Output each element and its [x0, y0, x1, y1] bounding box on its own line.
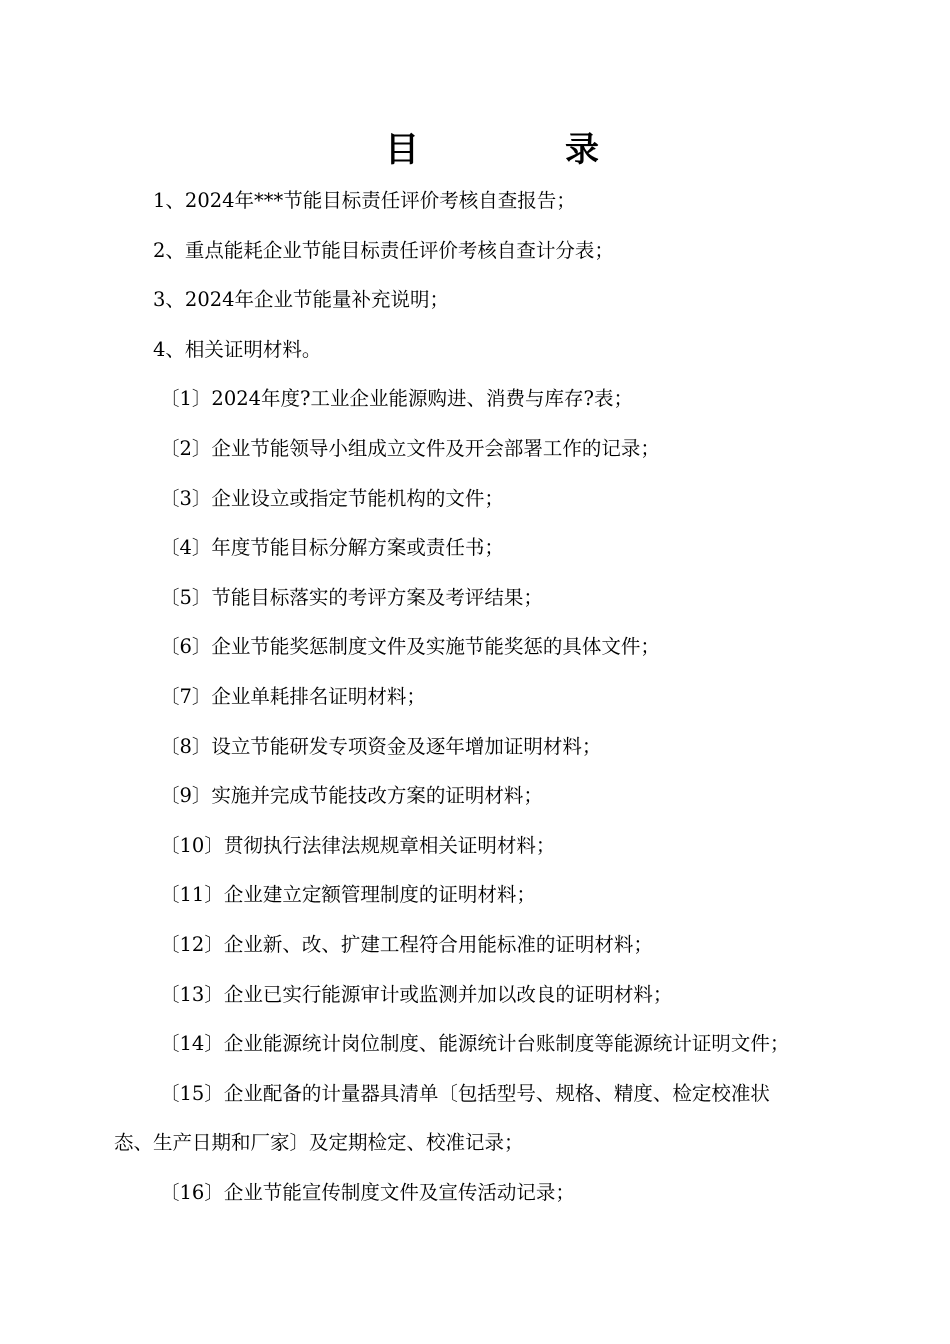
toc-sub-item-14: 〔14〕企业能源统计岗位制度、能源统计台账制度等能源统计证明文件；: [160, 1032, 790, 1056]
toc-sub-item-15: [0, 1073, 950, 1172]
page-title: 目 录: [385, 130, 655, 170]
toc-sub-item-13: 〔13〕企业已实行能源审计或监测并加以改良的证明材料；: [160, 982, 673, 1006]
toc-item-2: 2、重点能耗企业节能目标责任评价考核自查计分表；: [153, 238, 614, 262]
toc-sub-item-11: 〔11〕企业建立定额管理制度的证明材料；: [160, 883, 536, 907]
table-of-contents: [0, 180, 950, 1221]
toc-sub-item-15-line-1: 〔15〕企业配备的计量器具清单〔包括型号、规格、精度、检定校准状: [160, 1081, 770, 1105]
toc-item-3: 3、2024年企业节能量补充说明；: [153, 288, 450, 312]
toc-item-4: 4、相关证明材料。: [153, 337, 322, 361]
toc-sub-item-4: 〔4〕年度节能目标分解方案或责任书；: [160, 536, 504, 560]
toc-sub-item-5: 〔5〕节能目标落实的考评方案及考评结果；: [160, 585, 543, 609]
toc-sub-item-10: 〔10〕贯彻执行法律法规规章相关证明材料；: [160, 833, 556, 857]
toc-sub-item-6: 〔6〕企业节能奖惩制度文件及实施节能奖惩的具体文件；: [160, 635, 660, 659]
toc-sub-item-8: 〔8〕设立节能研发专项资金及逐年增加证明材料；: [160, 734, 602, 758]
toc-sub-item-2: 〔2〕企业节能领导小组成立文件及开会部署工作的记录；: [160, 436, 660, 460]
toc-sub-item-16: 〔16〕企业节能宣传制度文件及宣传活动记录；: [160, 1180, 575, 1204]
toc-item-1: 1、2024年***节能目标责任评价考核自查报告；: [153, 189, 576, 212]
toc-sub-item-3: 〔3〕企业设立或指定节能机构的文件；: [160, 486, 504, 510]
toc-sub-item-15-line-2: 态、生产日期和厂家〕及定期检定、校准记录；: [114, 1131, 524, 1155]
toc-sub-item-9: 〔9〕实施并完成节能技改方案的证明材料；: [160, 784, 543, 808]
toc-sub-item-7: 〔7〕企业单耗排名证明材料；: [160, 684, 426, 708]
toc-sub-item-12: 〔12〕企业新、改、扩建工程符合用能标准的证明材料；: [160, 932, 653, 956]
toc-sub-item-1: 〔1〕2024年度?工业企业能源购进、消费与库存?表；: [160, 387, 633, 411]
